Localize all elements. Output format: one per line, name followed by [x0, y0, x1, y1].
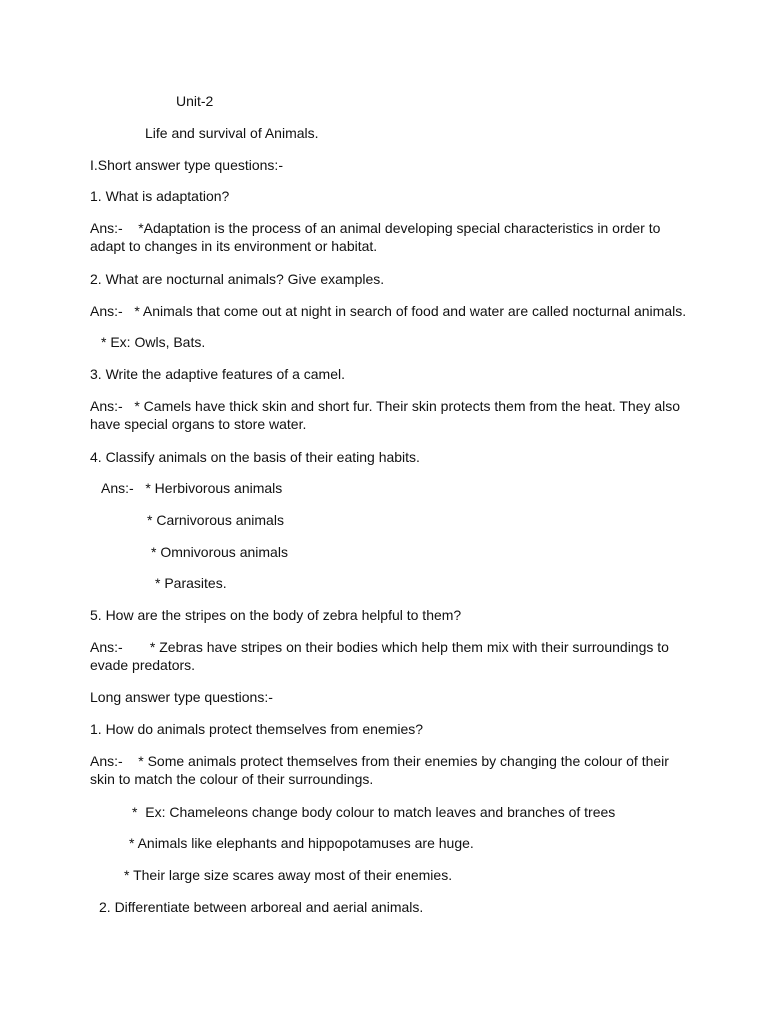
section-short-heading: I.Short answer type questions:- — [90, 157, 283, 173]
question-4: 4. Classify animals on the basis of their eating habits. — [90, 449, 420, 465]
question-1: 1. What is adaptation? — [90, 188, 230, 204]
long-answer-1: Ans:- * Some animals protect themselves from their enemies by changing the colour of their skin to match the colour of their surroundings. — [90, 753, 673, 787]
question-5: 5. How are the stripes on the body of zebra helpful to them? — [90, 607, 462, 623]
answer-2: Ans:- * Animals that come out at night in search of food and water are called nocturnal animals. — [90, 303, 687, 319]
long-question-1: 1. How do animals protect themselves from enemies? — [90, 721, 424, 737]
answer-2-example: * Ex: Owls, Bats. — [101, 334, 206, 350]
unit-heading: Unit-2 — [176, 93, 214, 109]
long-answer-1-bullet-2: * Animals like elephants and hippopotamuses are huge. — [129, 835, 474, 851]
answer-4-item-2: * Carnivorous animals — [147, 512, 284, 528]
answer-4-item-1: Ans:- * Herbivorous animals — [101, 480, 283, 496]
chapter-title: Life and survival of Animals. — [145, 125, 319, 141]
question-2: 2. What are nocturnal animals? Give examples. — [90, 271, 385, 287]
long-answer-1-example: * Ex: Chameleons change body colour to match leaves and branches of trees — [132, 804, 616, 820]
long-question-2: 2. Differentiate between arboreal and aerial animals. — [99, 899, 424, 915]
answer-3: Ans:- * Camels have thick skin and short fur. Their skin protects them from the heat. They also have special organs to store water. — [90, 398, 684, 432]
answer-5: Ans:- * Zebras have stripes on their bodies which help them mix with their surroundings to evade predators. — [90, 639, 673, 673]
answer-1: Ans:- *Adaptation is the process of an animal developing special characteristics in order to adapt to changes in its environment or habitat. — [90, 220, 665, 254]
answer-4-item-4: * Parasites. — [155, 575, 227, 591]
section-long-heading: Long answer type questions:- — [90, 689, 273, 705]
long-answer-1-bullet-3: * Their large size scares away most of their enemies. — [124, 867, 453, 883]
question-3: 3. Write the adaptive features of a camel. — [90, 366, 345, 382]
answer-4-item-3: * Omnivorous animals — [151, 544, 288, 560]
